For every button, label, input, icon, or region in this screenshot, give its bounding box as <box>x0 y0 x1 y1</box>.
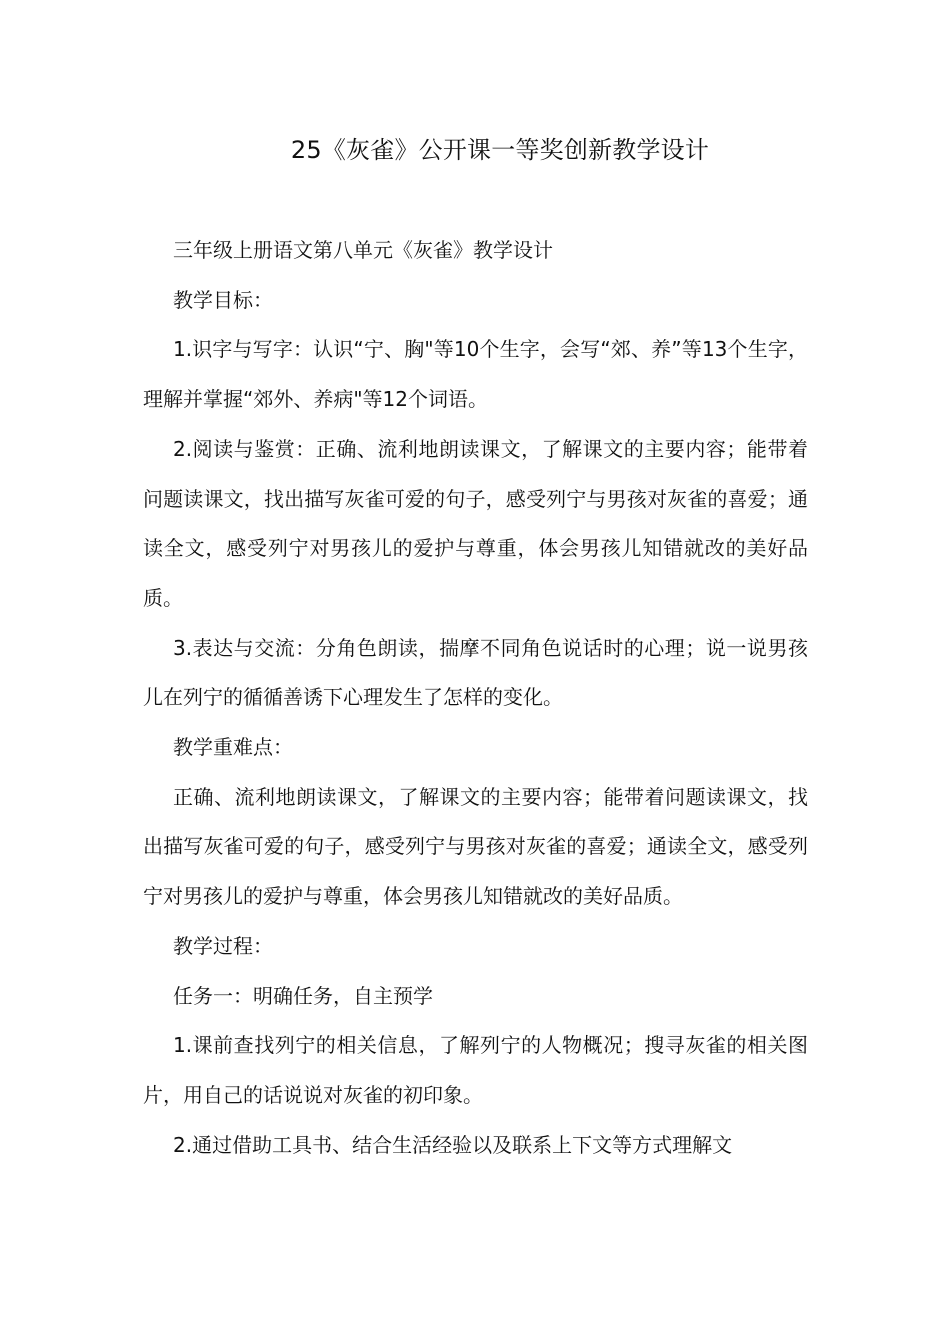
section-heading-objectives: 教学目标： <box>173 287 273 312</box>
task-one-item-1: 1.课前查找列宁的相关信息，了解列宁的人物概况；搜寻灰雀的相关图片，用自己的话说说对灰雀的初印象。 <box>143 1033 808 1107</box>
objective-item-2: 2.阅读与鉴赏：正确、流利地朗读课文，了解课文的主要内容；能带着问题读课文，找出描写灰雀可爱的句子，感受列宁与男孩对灰雀的喜爱；通读全文，感受列宁对男孩儿的爱护与尊重，体会男孩儿知错就改的美好品质。 <box>143 436 808 610</box>
key-points-paragraph: 正确、流利地朗读课文，了解课文的主要内容；能带着问题读课文，找出描写灰雀可爱的句子，感受列宁与男孩对灰雀的喜爱；通读全文，感受列宁对男孩儿的爱护与尊重，体会男孩儿知错就改的美好品质。 <box>143 784 808 909</box>
document-title: 25《灰雀》公开课一等奖创新教学设计 <box>290 136 710 164</box>
task-one-heading: 任务一：明确任务，自主预学 <box>173 983 433 1008</box>
objective-item-1: 1.识字与写字：认识“宁、胸"等10个生字，会写“郊、养”等13个生字，理解并掌握“郊外、养病"等12个词语。 <box>143 337 808 412</box>
section-heading-key-points: 教学重难点： <box>173 735 293 760</box>
subtitle-paragraph: 三年级上册语文第八单元《灰雀》教学设计 <box>173 238 553 262</box>
document-body <box>143 226 808 1170</box>
objective-item-3: 3.表达与交流：分角色朗读，揣摩不同角色说话时的心理；说一说男孩儿在列宁的循循善诱下心理发生了怎样的变化。 <box>143 635 808 710</box>
task-one-item-2: 2.通过借助工具书、结合生活经验以及联系上下文等方式理解文 <box>173 1132 733 1157</box>
section-heading-process: 教学过程： <box>173 933 273 958</box>
